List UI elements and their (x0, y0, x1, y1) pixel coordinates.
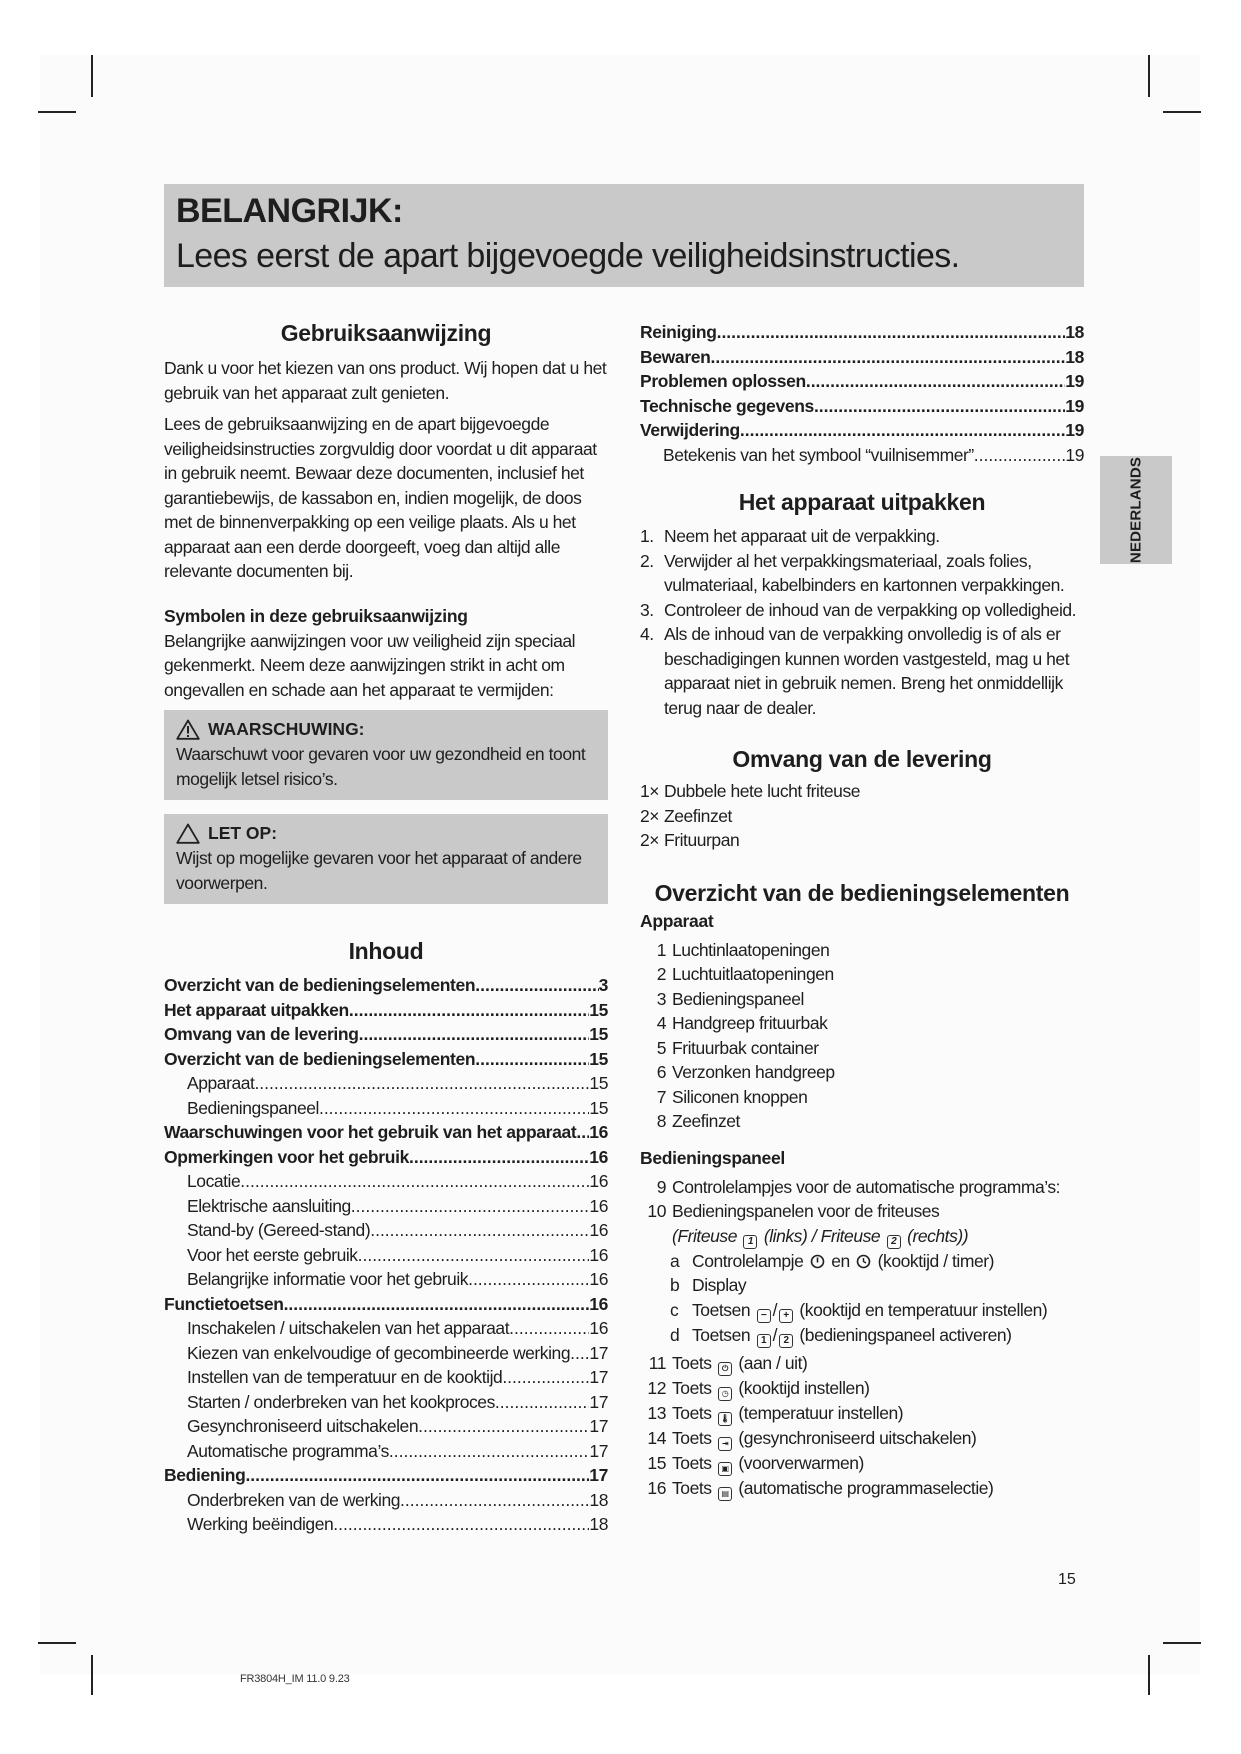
toc-entry[interactable] (164, 1169, 608, 1194)
fryer-right-icon: 2 (887, 1235, 901, 1249)
warning-title-row (176, 716, 596, 742)
key-description (672, 1451, 864, 1476)
crop-mark (91, 55, 93, 97)
toc-entry-page: 16 (589, 1269, 608, 1289)
fryer-note: (Friteuse 1 (links) / Friteuse 2 (rechts)) (672, 1225, 969, 1247)
device-parts-list (640, 938, 1084, 1134)
item-text: Dubbele hete lucht friteuse (664, 781, 861, 801)
toc-entry[interactable] (164, 1243, 608, 1268)
step-text: Controleer de inhoud van de verpakking op volledigheid. (664, 599, 1077, 620)
toc-leader-dots (974, 443, 1066, 468)
toc-entry-label: Overzicht van de bedieningselementen (164, 975, 476, 995)
toc-entry-page: 19 (1065, 395, 1084, 416)
toc-entry-label: Waarschuwingen voor het gebruik van het apparaat (164, 1122, 577, 1142)
toc-entry[interactable] (640, 443, 1084, 468)
toc-leader-dots (245, 1463, 589, 1488)
toc-leader-dots (806, 369, 1065, 394)
toc-entry-label: Bewaren (640, 346, 711, 367)
toc-entry-label: Technische gegevens (640, 395, 814, 416)
banner-title: BELANGRIJK: (176, 192, 403, 230)
toc-entry[interactable] (164, 1365, 608, 1390)
toc-entry-label: Stand-by (Gereed-stand) (187, 1220, 371, 1240)
item-number: 15 (647, 1452, 666, 1473)
footer-code: FR3804H_IM 11.0 9.23 (240, 1673, 350, 1685)
toc-entry[interactable] (164, 1414, 608, 1439)
list-item (640, 1351, 1084, 1376)
list-item (640, 938, 1084, 963)
item-number: 14 (647, 1427, 666, 1448)
caution-title: LET OP: (208, 823, 278, 843)
key-label: Toets (672, 1377, 712, 1398)
toc-entry-label: Inschakelen / uitschakelen van het apparaat (187, 1318, 510, 1338)
toc-leader-dots (509, 1316, 589, 1341)
toc-entry[interactable] (164, 1463, 608, 1488)
toc-entry-page: 19 (1065, 371, 1084, 391)
sync-key-icon: ⇥ (718, 1437, 732, 1451)
toc-entry[interactable] (640, 345, 1084, 370)
toc-entry[interactable] (164, 973, 608, 998)
toc-entry[interactable] (164, 1292, 608, 1317)
list-item: c Toetsen − / + (kooktijd en temperatuur instellen) (670, 1299, 1048, 1321)
time-key-icon: ◷ (718, 1387, 732, 1401)
toc-leader-dots (254, 1071, 589, 1096)
list-item (640, 1060, 1084, 1085)
list-item (640, 598, 1084, 623)
item-number: 4 (656, 1013, 666, 1033)
keys-list (640, 1351, 1084, 1501)
language-tab (1100, 456, 1172, 564)
toc-entry-page: 18 (1065, 346, 1084, 367)
list-item (640, 1085, 1084, 1110)
caution-text: Wijst op mogelijke gevaren voor het apparaat of andere voorwerpen. (176, 848, 582, 893)
toc-entry-page: 15 (589, 999, 608, 1020)
item-number: 13 (647, 1402, 666, 1423)
list-item (640, 1376, 1084, 1401)
toc-entry-page: 16 (589, 1220, 608, 1240)
program-key-icon: ▤ (718, 1487, 732, 1501)
toc-leader-dots (349, 998, 589, 1023)
toc-entry-page: 17 (589, 1391, 608, 1412)
toc-right-list (640, 320, 1084, 467)
toc-leader-dots (400, 1488, 589, 1513)
quantity: 2× (640, 830, 660, 850)
toc-entry[interactable] (640, 418, 1084, 443)
toc-entry-page: 15 (589, 1024, 608, 1044)
list-item (640, 1011, 1084, 1036)
crop-mark (1148, 55, 1150, 97)
step-number: 3. (640, 599, 654, 620)
list-item (640, 1476, 1084, 1501)
key-text: (aan / uit) (738, 1352, 808, 1373)
key-label: Toets (672, 1452, 712, 1473)
item-number: 16 (647, 1477, 666, 1498)
toc-entry-page: 16 (589, 1146, 608, 1167)
list-item (640, 962, 1084, 987)
symbols-heading: Symbolen in deze gebruiksaanwijzing (164, 605, 468, 626)
key-description (672, 1476, 993, 1501)
toc-leader-dots (717, 320, 1066, 345)
fryer-left-icon: 1 (743, 1235, 757, 1249)
key-text: (voorverwarmen) (738, 1452, 864, 1473)
crop-mark (1148, 1655, 1150, 1695)
item-text: Zeefinzet (672, 1111, 740, 1131)
left-column (164, 320, 608, 1537)
key-description (672, 1376, 869, 1401)
toc-entry-page: 17 (589, 1367, 608, 1387)
item-text: Bedieningspaneel (672, 988, 804, 1009)
toc-entry-page: 17 (589, 1440, 608, 1461)
item-number: 1 (656, 939, 666, 960)
toc-leader-dots (370, 1218, 589, 1243)
warning-text: Waarschuwt voor gevaren voor uw gezondheid en toont mogelijk letsel risico’s. (176, 744, 586, 789)
overview-heading: Overzicht van de bedieningselementen (654, 879, 1070, 906)
power-key-icon: ⏻ (718, 1362, 732, 1376)
temperature-key-icon: 🌡 (718, 1412, 732, 1426)
quantity: 2× (640, 805, 660, 826)
item-number: 6 (656, 1062, 666, 1082)
key-label: Toets (672, 1402, 712, 1423)
toc-entry[interactable] (164, 998, 608, 1023)
toc-entry[interactable] (164, 1071, 608, 1096)
toc-entry-label: Opmerkingen voor het gebruik (164, 1146, 409, 1167)
toc-entry-label: Reiniging (640, 322, 717, 342)
step-text: Neem het apparaat uit de verpakking. (664, 526, 940, 546)
delivery-heading: Omvang van de levering (732, 746, 992, 772)
toc-entry-page: 3 (598, 975, 608, 995)
toc-entry-page: 18 (589, 1489, 608, 1510)
caution-box (164, 814, 608, 904)
toc-leader-dots (418, 1414, 589, 1439)
toc-entry-label: Instellen van de temperatuur en de kooktijd (187, 1367, 503, 1387)
intro-paragraph-1: Dank u voor het kiezen van ons product. Wij hopen dat u het gebruik van het apparaat zult genieten. (164, 358, 607, 403)
toc-entry-label: Kiezen van enkelvoudige of gecombineerde werking (187, 1342, 571, 1363)
device-heading: Apparaat (640, 910, 714, 931)
item-text: Frituurpan (664, 830, 740, 850)
crop-mark (38, 1642, 76, 1644)
toc-leader-dots (389, 1439, 590, 1464)
toc-heading: Inhoud (348, 938, 424, 964)
toc-entry-page: 15 (589, 1048, 608, 1069)
list-item (640, 1426, 1084, 1451)
key-text: (temperatuur instellen) (738, 1402, 904, 1423)
toc-entry-label: Apparaat (187, 1073, 255, 1093)
toc-entry-page: 15 (589, 1073, 608, 1093)
item-number: 5 (656, 1037, 666, 1058)
list-item (640, 1036, 1084, 1061)
list-item (640, 987, 1084, 1012)
item-number: 11 (648, 1352, 666, 1373)
toc-leader-dots (576, 1120, 589, 1145)
timer-lamp-icon (856, 1254, 871, 1269)
step-text: Verwijder al het verpakkingsmateriaal, zoals folies, vulmateriaal, kabelbinders en kartonnen verpakkingen. (664, 550, 1065, 595)
step-text: Als de inhoud van de verpakking onvolledig is of als er beschadigingen kunnen worden vastgesteld, mag u het apparaat niet in gebruik nemen. Breng het onmiddellijk terug naar de dealer. (664, 624, 1070, 718)
step-number: 1. (640, 526, 654, 546)
toc-entry[interactable] (164, 1390, 608, 1415)
key-description (672, 1401, 903, 1426)
toc-entry-page: 19 (1065, 444, 1084, 465)
list-item (640, 524, 1084, 549)
crop-mark (1163, 111, 1201, 113)
list-item (640, 1109, 1084, 1134)
preheat-key-icon: ▣ (718, 1462, 732, 1476)
toc-entry-label: Omvang van de levering (164, 1024, 359, 1044)
item-text: Zeefinzet (664, 805, 732, 826)
toc-entry-label: Betekenis van het symbool “vuilnisemmer” (663, 444, 974, 465)
intro-paragraph-2: Lees de gebruiksaanwijzing en de apart bijgevoegde veiligheidsinstructies zorgvuldig door voordat u dit apparaat in gebruik neemt. Bewaar deze documenten, inclusief het garantiebewijs, de kassabon en, indien mogelijk, de doos met de binnenverpakking op een veilige plaats. Als u het apparaat aan een derde doorgeeft, voeg dan altijd alle relevante documenten bij. (164, 414, 597, 581)
toc-leader-dots (351, 1194, 590, 1219)
toc-entry[interactable] (164, 1267, 608, 1292)
toc-entry-page: 18 (589, 1514, 608, 1534)
toc-entry-page: 16 (589, 1122, 608, 1142)
toc-leader-dots (502, 1365, 589, 1390)
list-item (640, 549, 1084, 598)
toc-entry-label: Bedieningspaneel (187, 1097, 319, 1118)
toc-entry-page: 18 (1065, 322, 1084, 342)
language-tab-label: NEDERLANDS (1127, 456, 1145, 564)
toc-entry[interactable] (164, 1096, 608, 1121)
toc-entry[interactable] (164, 1218, 608, 1243)
toc-entry-label: Onderbreken van de werking (187, 1489, 401, 1510)
item-number: 2 (656, 964, 666, 984)
list-item (640, 1401, 1084, 1426)
toc-leader-dots (333, 1512, 589, 1537)
toc-entry-page: 17 (589, 1342, 608, 1363)
toc-entry[interactable] (640, 320, 1084, 345)
item-number: 12 (647, 1377, 666, 1398)
key-text: (gesynchroniseerd uitschakelen) (738, 1427, 977, 1448)
crop-mark (38, 111, 76, 113)
toc-entry[interactable] (164, 1022, 608, 1047)
panel-1-key-icon: 1 (757, 1334, 771, 1348)
symbols-text: Belangrijke aanwijzingen voor uw veiligheid zijn speciaal gekenmerkt. Neem deze aanwijzingen strikt in acht om ongevallen en schade aan het apparaat te vermijden: (164, 630, 576, 700)
important-banner (164, 184, 1084, 287)
toc-entry-page: 15 (589, 1097, 608, 1118)
power-lamp-icon (810, 1254, 825, 1269)
toc-entry-label: Starten / onderbreken van het kookproces (187, 1391, 495, 1412)
quantity: 1× (640, 781, 660, 801)
toc-entry-page: 17 (589, 1465, 608, 1485)
list-item (640, 828, 1084, 853)
toc-entry-page: 16 (589, 1171, 608, 1191)
toc-entry[interactable] (164, 1145, 608, 1170)
item-text: Siliconen knoppen (672, 1086, 808, 1107)
caution-title-row (176, 820, 596, 846)
warning-title: WAARSCHUWING: (208, 719, 365, 739)
item-text: Luchtuitlaatopeningen (672, 964, 834, 984)
toc-entry-label: Elektrische aansluiting (187, 1195, 351, 1216)
toc-entry-label: Werking beëindigen (187, 1514, 334, 1534)
panel-heading: Bedieningspaneel (640, 1147, 785, 1168)
toc-entry-page: 17 (589, 1416, 608, 1436)
crop-mark (91, 1655, 93, 1695)
toc-entry-page: 16 (589, 1195, 608, 1216)
delivery-list (640, 779, 1084, 853)
toc-entry[interactable] (164, 1120, 608, 1145)
toc-entry-label: Bediening (164, 1465, 246, 1485)
banner-subtitle: Lees eerst de apart bijgevoegde veiligheidsinstructies. (176, 237, 960, 275)
item-text: Frituurbak container (672, 1037, 819, 1058)
item-number: 3 (656, 988, 666, 1009)
page-number: 15 (1058, 1571, 1076, 1588)
warning-triangle-icon (176, 719, 200, 740)
toc-entry[interactable] (164, 1439, 608, 1464)
toc-leader-dots (814, 394, 1065, 419)
item-text: Luchtinlaatopeningen (672, 939, 830, 960)
toc-entry-label: Verwijdering (640, 420, 740, 440)
toc-entry-label: Problemen oplossen (640, 371, 806, 391)
toc-leader-dots (495, 1390, 590, 1415)
toc-entry-page: 16 (589, 1293, 608, 1314)
item-text: Verzonken handgreep (672, 1062, 835, 1082)
unpack-heading: Het apparaat uitpakken (738, 489, 986, 515)
item-text: Handgreep frituurbak (672, 1013, 828, 1033)
list-item: 9 Controlelampjes voor de automatische programma’s: (656, 1176, 1061, 1197)
key-label: Toets (672, 1427, 712, 1448)
list-item: 10 Bedieningspanelen voor de friteuses (647, 1201, 940, 1221)
toc-leader-dots (475, 1047, 589, 1072)
toc-leader-dots (409, 1145, 589, 1170)
toc-leader-dots (319, 1096, 589, 1121)
toc-entry[interactable] (640, 369, 1084, 394)
key-text: (automatische programmaselectie) (738, 1477, 994, 1498)
toc-entry[interactable] (164, 1316, 608, 1341)
toc-entry-label: Locatie (187, 1171, 241, 1191)
toc-entry[interactable] (164, 1047, 608, 1072)
list-item: a Controlelampje en (kooktijd / timer) (670, 1250, 995, 1271)
toc-left-list (164, 973, 608, 1537)
warning-box (164, 710, 608, 800)
toc-leader-dots (359, 1022, 590, 1047)
key-description (672, 1426, 976, 1451)
list-item (640, 1451, 1084, 1476)
list-item (640, 622, 1084, 720)
toc-entry[interactable] (164, 1194, 608, 1219)
toc-entry-page: 16 (589, 1244, 608, 1265)
caution-triangle-icon (176, 823, 200, 844)
toc-leader-dots (570, 1341, 589, 1366)
key-text: (kooktijd instellen) (738, 1377, 870, 1398)
crop-mark (1163, 1642, 1201, 1644)
list-item (640, 779, 1084, 804)
unpack-steps (640, 524, 1084, 720)
toc-entry-label: Voor het eerste gebruik (187, 1244, 358, 1265)
toc-leader-dots (711, 345, 1066, 370)
minus-key-icon: − (757, 1309, 771, 1323)
list-item: b Display (670, 1275, 747, 1295)
toc-entry-label: Belangrijke informatie voor het gebruik (187, 1269, 469, 1289)
key-description (672, 1351, 807, 1376)
item-number: 7 (656, 1086, 666, 1107)
toc-leader-dots (475, 973, 598, 998)
toc-entry-label: Functietoetsen (164, 1293, 284, 1314)
list-item (640, 804, 1084, 829)
toc-leader-dots (468, 1267, 589, 1292)
toc-entry[interactable] (640, 394, 1084, 419)
key-label: Toets (672, 1477, 712, 1498)
step-number: 4. (640, 624, 654, 644)
key-label: Toets (672, 1352, 712, 1373)
plus-key-icon: + (779, 1309, 793, 1323)
toc-leader-dots (284, 1292, 590, 1317)
toc-entry-label: Automatische programma’s (187, 1440, 389, 1461)
toc-entry-page: 19 (1065, 420, 1084, 440)
toc-entry[interactable] (164, 1488, 608, 1513)
toc-entry-label: Gesynchroniseerd uitschakelen (187, 1416, 419, 1436)
item-number: 8 (656, 1111, 666, 1131)
toc-entry-page: 16 (589, 1318, 608, 1338)
toc-entry-label: Overzicht van de bedieningselementen (164, 1048, 476, 1069)
toc-entry-label: Het apparaat uitpakken (164, 999, 349, 1020)
step-number: 2. (640, 550, 654, 571)
intro-heading: Gebruiksaanwijzing (280, 320, 492, 346)
list-item: d Toetsen 1 / 2 (bedieningspaneel activeren) (670, 1324, 1012, 1346)
toc-leader-dots (740, 418, 1065, 443)
toc-entry[interactable] (164, 1341, 608, 1366)
toc-leader-dots (358, 1243, 590, 1268)
panel-2-key-icon: 2 (779, 1334, 793, 1348)
right-column (640, 320, 1084, 1501)
toc-leader-dots (240, 1169, 589, 1194)
toc-entry[interactable] (164, 1512, 608, 1537)
